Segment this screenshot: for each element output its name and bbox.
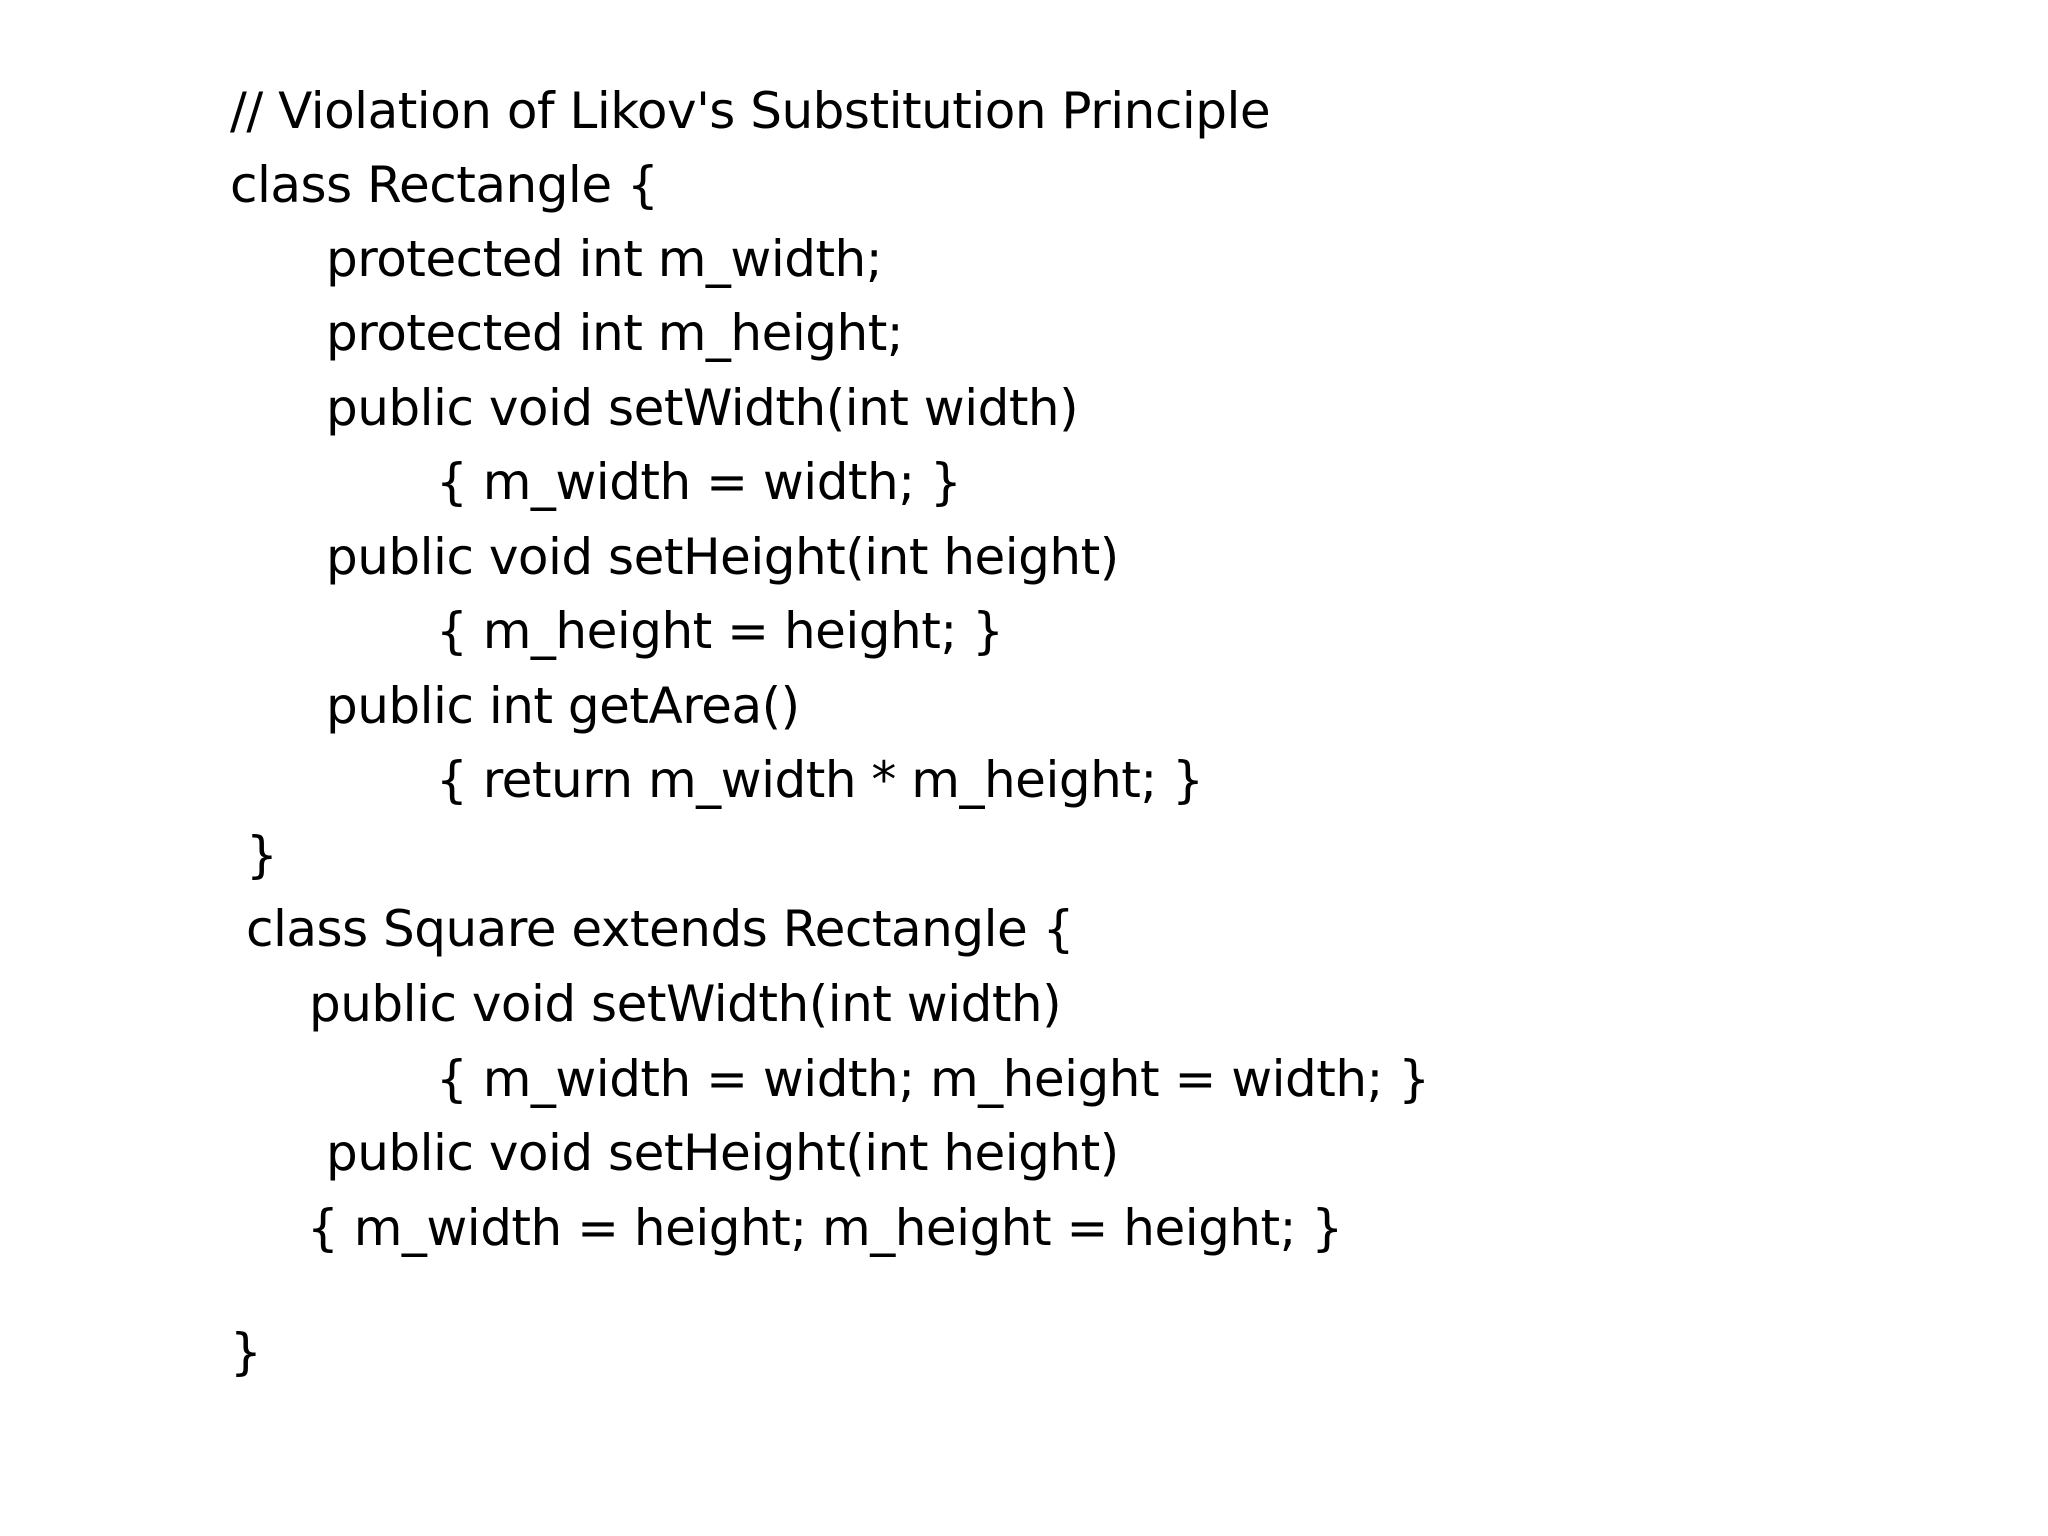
code-line-getarea: public int getArea() xyxy=(326,677,800,735)
code-line-rect-setheight-body: { m_height = height; } xyxy=(436,602,1004,660)
code-line-class-rectangle: class Rectangle { xyxy=(230,156,659,214)
code-line-field-height: protected int m_height; xyxy=(326,304,904,362)
code-line-getarea-body: { return m_width * m_height; } xyxy=(436,751,1204,809)
code-line-square-setwidth-body: { m_width = width; m_height = width; } xyxy=(436,1050,1430,1108)
code-line-square-close: } xyxy=(230,1323,262,1381)
code-comment-line: // Violation of Likov's Substitution Principle xyxy=(230,82,1271,140)
code-line-field-width: protected int m_width; xyxy=(326,230,883,288)
code-line-class-square: class Square extends Rectangle { xyxy=(246,900,1074,958)
code-line-square-setwidth: public void setWidth(int width) xyxy=(309,975,1062,1033)
code-line-square-setheight-body: { m_width = height; m_height = height; } xyxy=(307,1199,1343,1257)
code-line-square-setheight: public void setHeight(int height) xyxy=(326,1124,1119,1182)
code-line-rectangle-close: } xyxy=(246,826,278,884)
code-line-rect-setwidth-body: { m_width = width; } xyxy=(436,453,962,511)
code-line-rect-setheight: public void setHeight(int height) xyxy=(326,528,1119,586)
code-line-rect-setwidth: public void setWidth(int width) xyxy=(326,379,1079,437)
